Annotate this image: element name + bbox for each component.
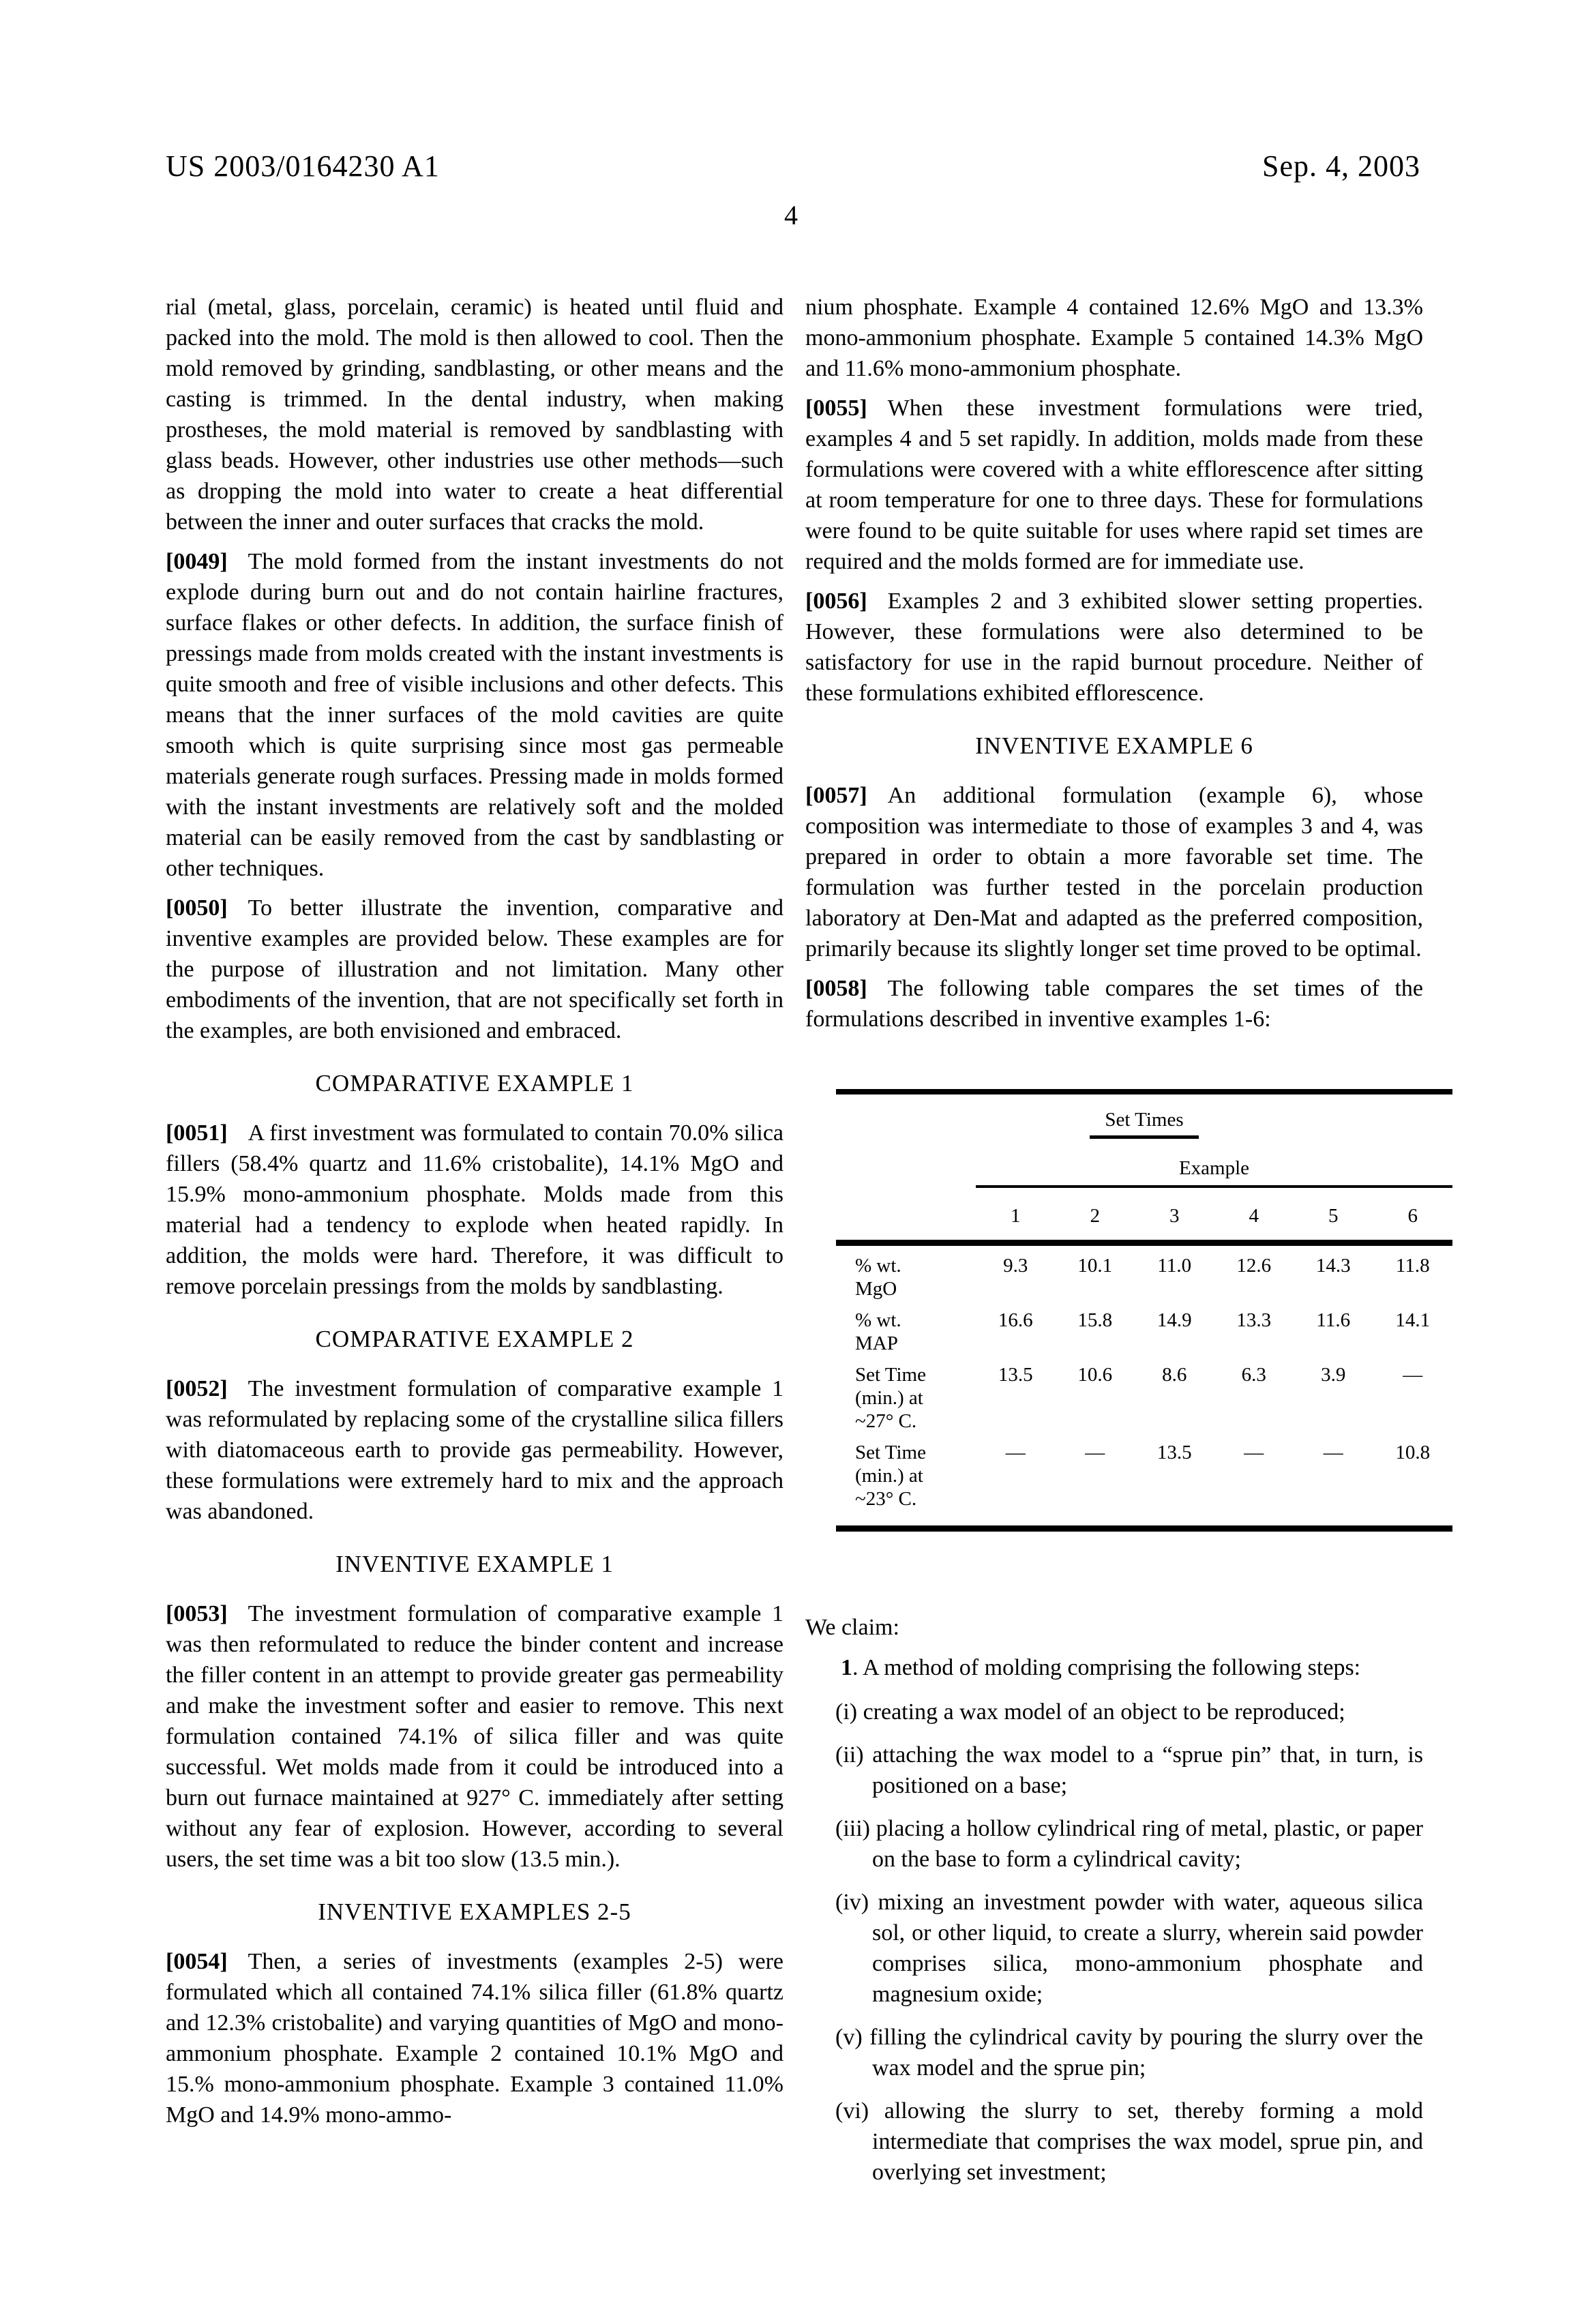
numbered-paragraph: [0054] Then, a series of investments (examples 2-5) were formulated which all contained 74.1% silica filler (61.8% quartz and 12.3% cristobalite) and varying quantities of MgO and mono-ammonium phosphate. Example 2 contained 10.1% MgO and 15.% mono-ammonium phosphate. Example 3 contained 11.0% MgO and 14.9% mono-ammo- xyxy=(166,1949,783,2128)
table-cell: 13.5 xyxy=(998,1364,1033,1386)
table-cell: 10.8 xyxy=(1395,1442,1431,1463)
set-times-table xyxy=(836,1089,1452,1532)
paragraph-number: [0054] xyxy=(166,1949,228,1974)
right-column-text xyxy=(805,292,1423,1034)
table-row-label-line: % wt. xyxy=(855,1309,901,1331)
table-cell: — xyxy=(1244,1442,1264,1463)
table-cell: — xyxy=(1403,1364,1423,1386)
section-heading: INVENTIVE EXAMPLE 6 xyxy=(975,732,1253,759)
paragraph-number: [0051] xyxy=(166,1120,228,1146)
table-cell: 11.0 xyxy=(1157,1255,1192,1277)
table-cell: 10.6 xyxy=(1077,1364,1113,1386)
numbered-paragraph: [0058] The following table compares the set times of the formulations described in inventive examples 1-6: xyxy=(805,976,1423,1032)
table-body xyxy=(836,1254,1452,1510)
table-group-header: Example xyxy=(976,1157,1452,1188)
table-title: Set Times xyxy=(1090,1108,1198,1139)
section-heading: INVENTIVE EXAMPLES 2-5 xyxy=(318,1898,631,1925)
numbered-paragraph: [0052] The investment formulation of comparative example 1 was reformulated by replacing some of the crystalline silica fillers with diatomaceous earth to provide gas permeability. However, these formulations were extremely hard to mix and the approach was abandoned. xyxy=(166,1376,783,1524)
table-cell: 12.6 xyxy=(1236,1255,1272,1277)
numbered-paragraph: [0056] Examples 2 and 3 exhibited slower setting properties. However, these formulations were also determined to be satisfactory for use in the rapid burnout procedure. Neither of these formulations exhibited efflorescence. xyxy=(805,589,1423,706)
claims-section xyxy=(805,1612,1423,2188)
table-row-label-line: (min.) at xyxy=(855,1387,923,1409)
numbered-paragraph: [0055] When these investment formulations were tried, examples 4 and 5 set rapidly. In addition, molds made from these formulations were covered with a white efflorescence after sitting at room temperature for one to three days. These for formulations were found to be quite suitable for uses where rapid set times are required and the molds formed are for immediate use. xyxy=(805,396,1423,574)
numbered-paragraph: [0057] An additional formulation (example 6), whose composition was intermediate to those of examples 3 and 4, was prepared in order to obtain a more favorable set time. The formulation was further tested in the porcelain production laboratory at Den-Mat and adapted as the preferred composition, primarily because its slightly longer set time proved to be optimal. xyxy=(805,783,1423,962)
right-column xyxy=(805,292,1431,2200)
paragraph-number: [0050] xyxy=(166,895,228,921)
table-row-label xyxy=(836,1254,976,1300)
paragraph-number: [0052] xyxy=(166,1376,228,1401)
table-row-label-line: MgO xyxy=(855,1278,897,1300)
claim-1 xyxy=(805,1652,1423,1683)
table-cell: 15.8 xyxy=(1077,1309,1113,1331)
table-row-label xyxy=(836,1309,976,1355)
publication-number: US 2003/0164230 A1 xyxy=(166,149,440,183)
table-top-rule xyxy=(836,1089,1452,1094)
table-bottom-rule xyxy=(836,1525,1452,1532)
body-paragraph: nium phosphate. Example 4 contained 12.6% MgO and 13.3% mono-ammonium phosphate. Example 5 contained 14.3% MgO and 11.6% mono-ammonium phosphate. xyxy=(805,295,1423,381)
paragraph-number: [0056] xyxy=(805,589,867,614)
table-row-label xyxy=(836,1363,976,1433)
table-cell: — xyxy=(1323,1442,1343,1463)
table-cell: 10.1 xyxy=(1077,1255,1113,1277)
table-row-label-line: Set Time xyxy=(855,1442,926,1463)
table-column-header: 2 xyxy=(1090,1205,1100,1227)
table-row-label-line: Set Time xyxy=(855,1364,926,1386)
claim-step: (v) filling the cylindrical cavity by pouring the slurry over the wax model and the sprue pin; xyxy=(835,2025,1423,2081)
claim-1-number: 1 xyxy=(841,1655,852,1680)
table-column-header: 4 xyxy=(1249,1205,1259,1227)
section-heading: COMPARATIVE EXAMPLE 2 xyxy=(315,1326,634,1352)
table-column-header: 3 xyxy=(1169,1205,1180,1227)
claim-1-text: . A method of molding comprising the following steps: xyxy=(852,1655,1361,1680)
claim-steps xyxy=(805,1697,1423,2188)
claim-step: (iv) mixing an investment powder with water, aqueous silica sol, or other liquid, to create a slurry, wherein said powder comprises silica, mono-ammonium phosphate and magnesium oxide; xyxy=(835,1890,1423,2007)
table-row-label-line: ~23° C. xyxy=(855,1488,917,1510)
section-heading: COMPARATIVE EXAMPLE 1 xyxy=(315,1070,634,1097)
table-mid-rule xyxy=(836,1240,1452,1246)
table-cell: 11.8 xyxy=(1395,1255,1430,1277)
table-row-label-line: (min.) at xyxy=(855,1465,923,1487)
left-column xyxy=(166,292,783,2139)
paragraph-number: [0049] xyxy=(166,549,228,574)
table-column-header: 6 xyxy=(1407,1205,1418,1227)
table-cell: — xyxy=(1005,1442,1026,1463)
table-cell: 6.3 xyxy=(1241,1364,1266,1386)
table-column-header: 1 xyxy=(1011,1205,1021,1227)
section-heading: INVENTIVE EXAMPLE 1 xyxy=(335,1551,614,1577)
paragraph-number: [0058] xyxy=(805,976,867,1001)
table-cell: 9.3 xyxy=(1003,1255,1028,1277)
numbered-paragraph: [0053] The investment formulation of comparative example 1 was then reformulated to reduce the binder content and increase the filler content in an attempt to provide greater gas permeability and make the investment softer and easier to remove. This next formulation contained 74.1% of silica filler and was quite successful. Wet molds made from it could be introduced into a burn out furnace maintained at 927° C. immediately after setting without any fear of explosion. However, according to several users, the set time was a bit too slow (13.5 min.). xyxy=(166,1601,783,1872)
table-row-label-line: MAP xyxy=(855,1332,898,1354)
table-row-label-line: ~27° C. xyxy=(855,1410,917,1432)
table-cell: 14.1 xyxy=(1395,1309,1431,1331)
table-row xyxy=(836,1309,1452,1355)
numbered-paragraph: [0049] The mold formed from the instant investments do not explode during burn out and do not contain hairline fractures, surface flakes or other defects. In addition, the surface finish of pressings made from molds created with the instant investments is quite smooth and free of visible inclusions and other defects. This means that the inner surfaces of the mold cavities are quite smooth which is quite surprising since most gas permeable materials generate rough surfaces. Pressing made in molds formed with the instant investments are relatively soft and the molded material can be easily removed from the cast by sandblasting or other techniques. xyxy=(166,549,783,881)
claim-step: (ii) attaching the wax model to a “sprue pin” that, in turn, is positioned on a base; xyxy=(835,1742,1423,1798)
table-row xyxy=(836,1441,1452,1510)
table-cell: 14.9 xyxy=(1156,1309,1192,1331)
table-cell: 14.3 xyxy=(1315,1255,1351,1277)
table-cell: 11.6 xyxy=(1316,1309,1351,1331)
body-paragraph: rial (metal, glass, porcelain, ceramic) is heated until fluid and packed into the mold. The mold is then allowed to cool. Then the mold removed by grinding, sandblasting, or other means and the casting is trimmed. In the dental industry, when making prostheses, the mold material is removed by sandblasting with glass beads. However, other industries use other methods—such as dropping the mold into water to create a heat differential between the inner and outer surfaces that cracks the mold. xyxy=(166,295,783,535)
numbered-paragraph: [0050] To better illustrate the invention, comparative and inventive examples are provided below. These examples are for the purpose of illustration and not limitation. Many other embodiments of the invention, that are not specifically set forth in the examples, are both envisioned and embraced. xyxy=(166,895,783,1043)
table-cell: 16.6 xyxy=(998,1309,1033,1331)
paragraph-number: [0053] xyxy=(166,1601,228,1626)
table-row-label xyxy=(836,1441,976,1510)
claim-step: (vi) allowing the slurry to set, thereby forming a mold intermediate that comprises the wax model, sprue pin, and overlying set investment; xyxy=(835,2098,1423,2185)
table-cell: 13.3 xyxy=(1236,1309,1272,1331)
paragraph-number: [0057] xyxy=(805,783,867,808)
paragraph-number: [0055] xyxy=(805,396,867,421)
table-row-label-line: % wt. xyxy=(855,1255,901,1277)
page-number: 4 xyxy=(784,200,798,230)
table-column-headers xyxy=(836,1204,1452,1227)
table-row xyxy=(836,1254,1452,1300)
table-column-header: 5 xyxy=(1328,1205,1339,1227)
table-row xyxy=(836,1363,1452,1433)
table-title-row xyxy=(836,1108,1452,1139)
publication-date: Sep. 4, 2003 xyxy=(1262,149,1420,183)
numbered-paragraph: [0051] A first investment was formulated to contain 70.0% silica fillers (58.4% quartz and 11.6% cristobalite), 14.1% MgO and 15.9% mono-ammonium phosphate. Molds made from this material had a tendency to explode when heated rapidly. In addition, the molds were hard. Therefore, it was difficult to remove porcelain pressings from the molds by sandblasting. xyxy=(166,1120,783,1299)
table-cell: — xyxy=(1085,1442,1105,1463)
table-cell: 8.6 xyxy=(1162,1364,1187,1386)
claim-step: (i) creating a wax model of an object to be reproduced; xyxy=(835,1699,1345,1725)
claim-step: (iii) placing a hollow cylindrical ring of metal, plastic, or paper on the base to form a cylindrical cavity; xyxy=(835,1816,1423,1872)
table-cell: 3.9 xyxy=(1321,1364,1346,1386)
claims-intro: We claim: xyxy=(805,1615,899,1640)
table-cell: 13.5 xyxy=(1156,1442,1192,1463)
